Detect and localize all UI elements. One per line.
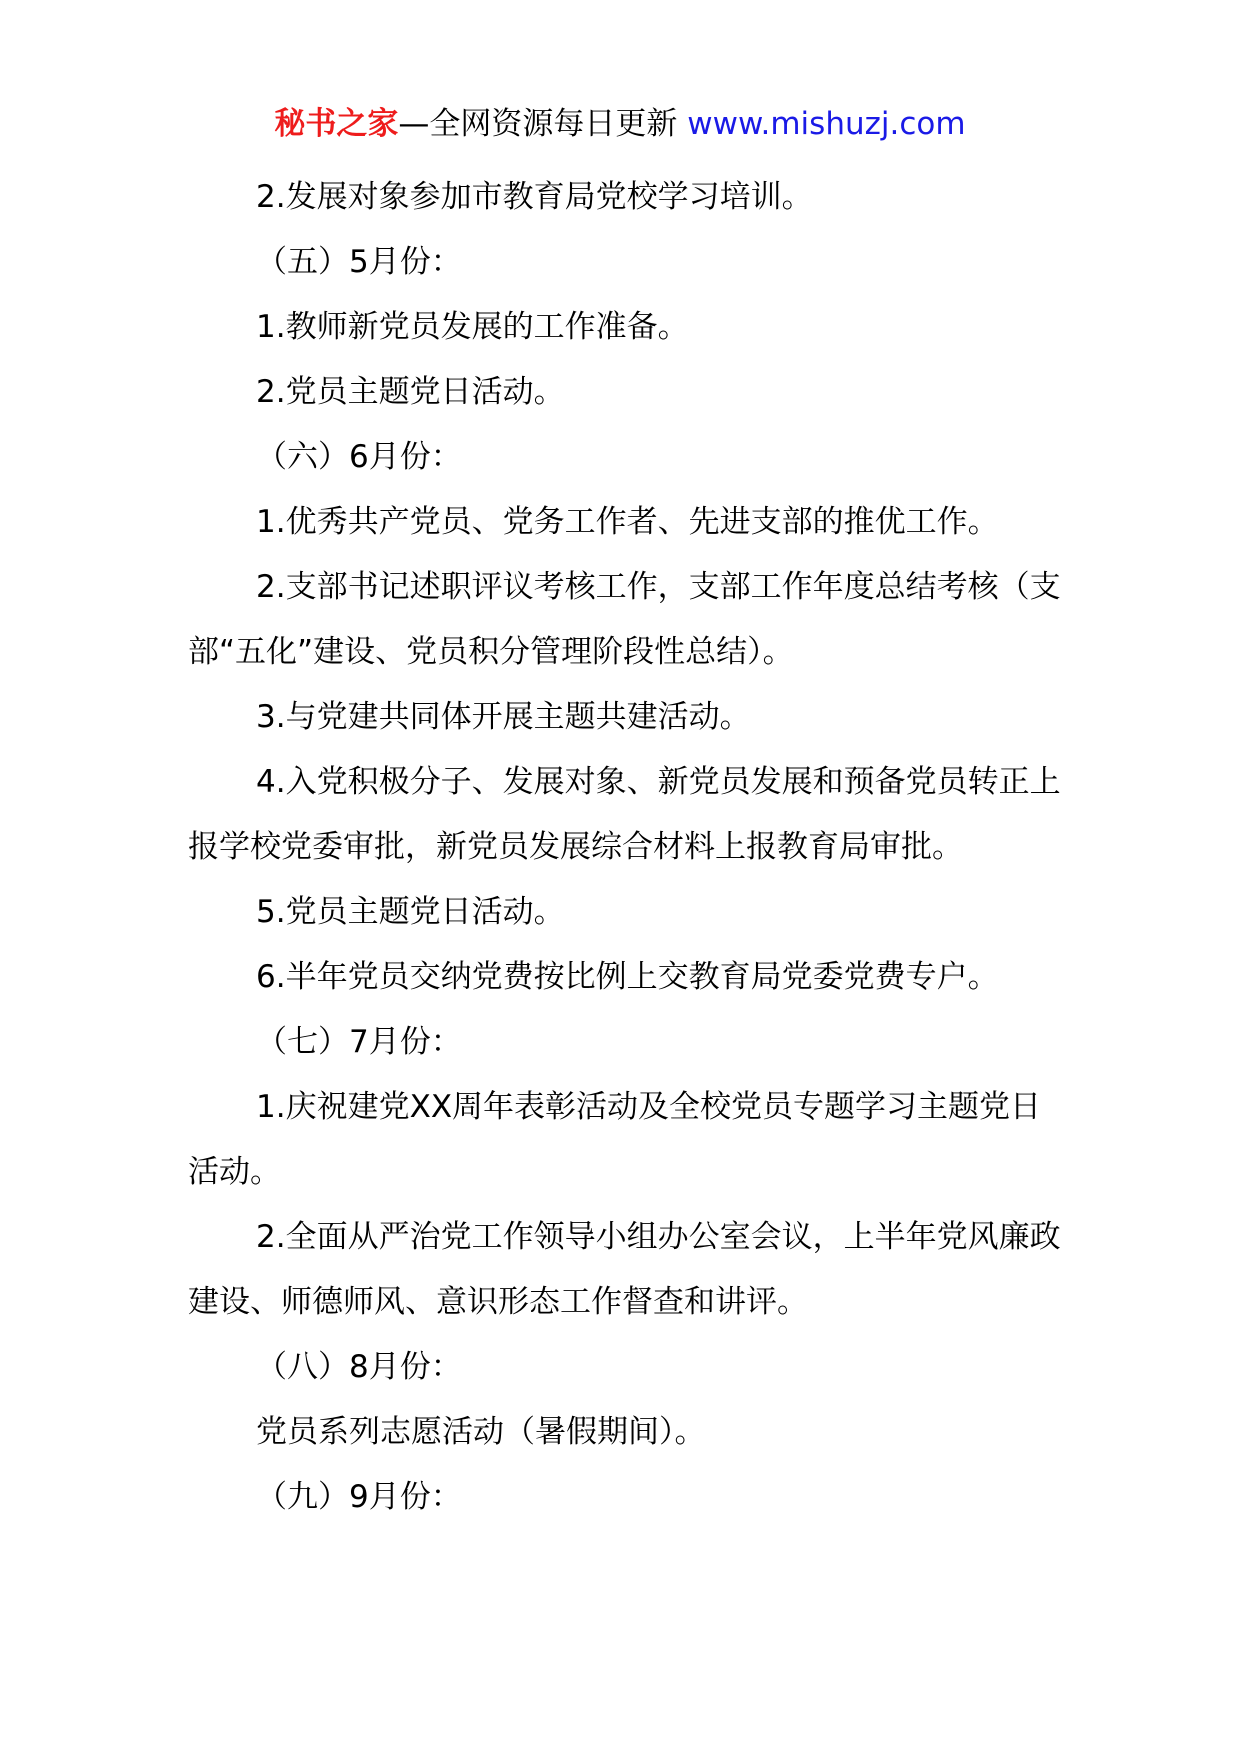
paragraph: 1.教师新党员发展的工作准备。 [256, 309, 689, 345]
paragraph: 5.党员主题党日活动。 [256, 894, 565, 930]
paragraph: 3.与党建共同体开展主题共建活动。 [256, 699, 751, 735]
section-heading: （八）8月份： [256, 1349, 462, 1385]
section-heading: （七）7月份： [256, 1024, 462, 1060]
paragraph: 6.半年党员交纳党费按比例上交教育局党委党费专户。 [256, 959, 999, 995]
paragraph: 1.优秀共产党员、党务工作者、先进支部的推优工作。 [256, 504, 999, 540]
paragraph: 2.发展对象参加市教育局党校学习培训。 [256, 179, 813, 215]
paragraph: 2.支部书记述职评议考核工作，支部工作年度总结考核（支部“五化”建设、党员积分管理阶段性总结）。 [188, 569, 1061, 670]
section-heading: （五）5月份： [256, 244, 462, 280]
paragraph: 党员系列志愿活动（暑假期间）。 [256, 1414, 706, 1450]
brand-name: 秘书之家 [274, 106, 399, 142]
section-heading: （九）9月份： [256, 1479, 462, 1515]
paragraph: 2.全面从严治党工作领导小组办公室会议，上半年党风廉政建设、师德师风、意识形态工作督查和讲评。 [188, 1219, 1061, 1320]
header-tagline: —全网资源每日更新 [398, 106, 678, 142]
paragraph: 1.庆祝建党XX周年表彰活动及全校党员专题学习主题党日活动。 [188, 1089, 1042, 1190]
document-body [188, 165, 1068, 1530]
paragraph: 2.党员主题党日活动。 [256, 374, 565, 410]
paragraph: 4.入党积极分子、发展对象、新党员发展和预备党员转正上报学校党委审批，新党员发展综合材料上报教育局审批。 [188, 764, 1061, 865]
website-link[interactable]: www.mishuzj.com [687, 106, 966, 142]
section-heading: （六）6月份： [256, 439, 462, 475]
document-header [0, 100, 1240, 148]
